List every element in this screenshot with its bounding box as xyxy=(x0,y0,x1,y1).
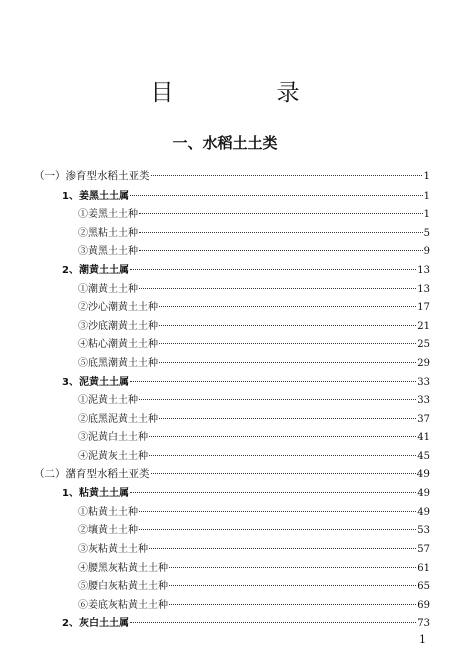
toc-entry-page: 17 xyxy=(417,302,430,314)
toc-entry[interactable] xyxy=(78,447,430,464)
toc-entry-label: 2、潮黄土土属 xyxy=(62,265,129,276)
toc-entry-label: ②底黑泥黄土土种 xyxy=(78,413,158,425)
page-title: 目 录 xyxy=(150,80,340,106)
toc-entry[interactable] xyxy=(78,335,430,352)
toc-entry-page: 1 xyxy=(423,209,430,221)
dot-leader xyxy=(149,455,416,456)
dot-leader xyxy=(139,288,416,289)
toc-entry-label: ⑤底黑潮黄土土种 xyxy=(78,358,158,369)
toc-entry-page: 21 xyxy=(417,320,430,332)
section-heading: 一、水稻土土类 xyxy=(172,134,278,152)
toc-entry-label: ③泥黄白土土种 xyxy=(78,432,148,444)
toc-entry-page: 41 xyxy=(417,432,430,444)
toc-entry-page: 49 xyxy=(416,467,430,480)
toc-entry-page: 53 xyxy=(417,525,430,537)
toc-entry[interactable] xyxy=(62,373,430,390)
toc-entry[interactable] xyxy=(78,224,430,241)
toc-entry-page: 33 xyxy=(417,376,430,388)
dot-leader xyxy=(139,399,416,400)
toc-entry-page: 49 xyxy=(417,506,430,518)
dot-leader xyxy=(169,604,416,605)
toc-entry[interactable] xyxy=(78,205,430,222)
dot-leader xyxy=(169,567,416,568)
dot-leader xyxy=(139,213,423,214)
toc-entry-page: 69 xyxy=(417,599,430,611)
toc-entry-label: 3、泥黄土土属 xyxy=(62,376,129,388)
toc-entry-label: ①潮黄土土种 xyxy=(78,283,138,295)
dot-leader xyxy=(151,175,423,176)
page-number: 1 xyxy=(419,633,426,646)
toc-entry[interactable] xyxy=(78,559,430,576)
toc-entry[interactable] xyxy=(34,168,430,185)
toc-entry-page: 37 xyxy=(417,413,430,425)
toc-entry-label: ①粘黄土土种 xyxy=(78,506,138,518)
toc-entry[interactable] xyxy=(34,466,430,483)
toc-entry-label: ①泥黄土土种 xyxy=(78,395,138,407)
toc-entry[interactable] xyxy=(78,298,430,315)
toc-entry-label: ②壤黄土土种 xyxy=(78,525,138,537)
toc-entry[interactable] xyxy=(78,577,430,594)
toc-entry[interactable] xyxy=(78,280,430,297)
dot-leader xyxy=(130,492,416,493)
toc-entry-label: 2、灰白土土属 xyxy=(62,618,129,630)
toc-entry-page: 13 xyxy=(417,283,430,295)
toc-entry-page: 9 xyxy=(423,246,430,258)
toc-entry[interactable] xyxy=(78,391,430,408)
toc-entry-label: ③灰粘黄土土种 xyxy=(78,544,148,555)
toc-entry-label: （二）潴育型水稻土亚类 xyxy=(34,467,150,480)
dot-leader xyxy=(169,585,416,586)
toc-entry-page: 49 xyxy=(417,488,430,500)
dot-leader xyxy=(159,418,416,419)
dot-leader xyxy=(139,529,416,530)
dot-leader xyxy=(130,381,416,382)
toc-entry-label: 1、粘黄土土属 xyxy=(62,488,129,500)
toc-entry-page: 33 xyxy=(417,395,430,407)
dot-leader xyxy=(159,325,416,326)
toc-entry[interactable] xyxy=(78,317,430,334)
toc-entry-label: ①姜黑土土种 xyxy=(78,209,138,221)
toc-entry-label: ④腰黑灰粘黄土土种 xyxy=(78,562,168,574)
toc-entry-label: ⑤腰白灰粘黄土土种 xyxy=(78,581,168,593)
toc-entry[interactable] xyxy=(78,596,430,613)
toc-entry-page: 73 xyxy=(417,618,430,630)
toc-entry-label: ⑥姜底灰粘黄土土种 xyxy=(78,599,168,611)
toc-entry[interactable] xyxy=(78,428,430,445)
dot-leader xyxy=(159,362,416,363)
dot-leader xyxy=(139,250,423,251)
dot-leader xyxy=(130,269,416,270)
toc-entry-page: 13 xyxy=(417,265,430,276)
toc-entry-label: ②沙心潮黄土土种 xyxy=(78,302,158,314)
toc-entry-page: 65 xyxy=(417,581,430,593)
dot-leader xyxy=(139,232,423,233)
toc-entry-label: ③黄黑土土种 xyxy=(78,246,138,258)
toc-entry-label: 1、姜黑土土属 xyxy=(62,190,129,202)
toc-entry-page: 1 xyxy=(423,170,430,182)
toc-entry-label: ④粘心潮黄土土种 xyxy=(78,339,158,351)
toc-entry-page: 25 xyxy=(417,339,430,351)
toc-entry[interactable] xyxy=(78,503,430,520)
dot-leader xyxy=(159,343,416,344)
toc-entry[interactable] xyxy=(62,261,430,278)
toc-entry-page: 29 xyxy=(417,358,430,369)
toc-entry[interactable] xyxy=(78,410,430,427)
toc-entry-page: 5 xyxy=(423,227,430,239)
toc-entry[interactable] xyxy=(78,354,430,371)
toc-entry-label: ③沙底潮黄土土种 xyxy=(78,320,158,332)
toc-entry[interactable] xyxy=(62,187,430,204)
toc-entry[interactable] xyxy=(78,521,430,538)
dot-leader xyxy=(130,195,423,196)
toc-entry-label: （一）渗育型水稻土亚类 xyxy=(34,170,150,182)
dot-leader xyxy=(149,548,416,549)
toc-entry[interactable] xyxy=(78,242,430,259)
dot-leader xyxy=(149,436,416,437)
toc-entry[interactable] xyxy=(62,484,430,501)
toc-entry-page: 57 xyxy=(417,544,430,555)
toc-entry[interactable] xyxy=(78,540,430,557)
toc-entry-label: ④泥黄灰土土种 xyxy=(78,451,148,462)
toc-entry-label: ②黑粘土土种 xyxy=(78,227,138,239)
toc-entry-page: 61 xyxy=(417,562,430,574)
dot-leader xyxy=(159,306,416,307)
dot-leader xyxy=(139,511,416,512)
dot-leader xyxy=(151,473,416,474)
toc-entry-page: 1 xyxy=(423,190,430,202)
toc-entry[interactable] xyxy=(62,614,430,631)
toc-entry-page: 45 xyxy=(417,451,430,462)
dot-leader xyxy=(130,622,416,623)
